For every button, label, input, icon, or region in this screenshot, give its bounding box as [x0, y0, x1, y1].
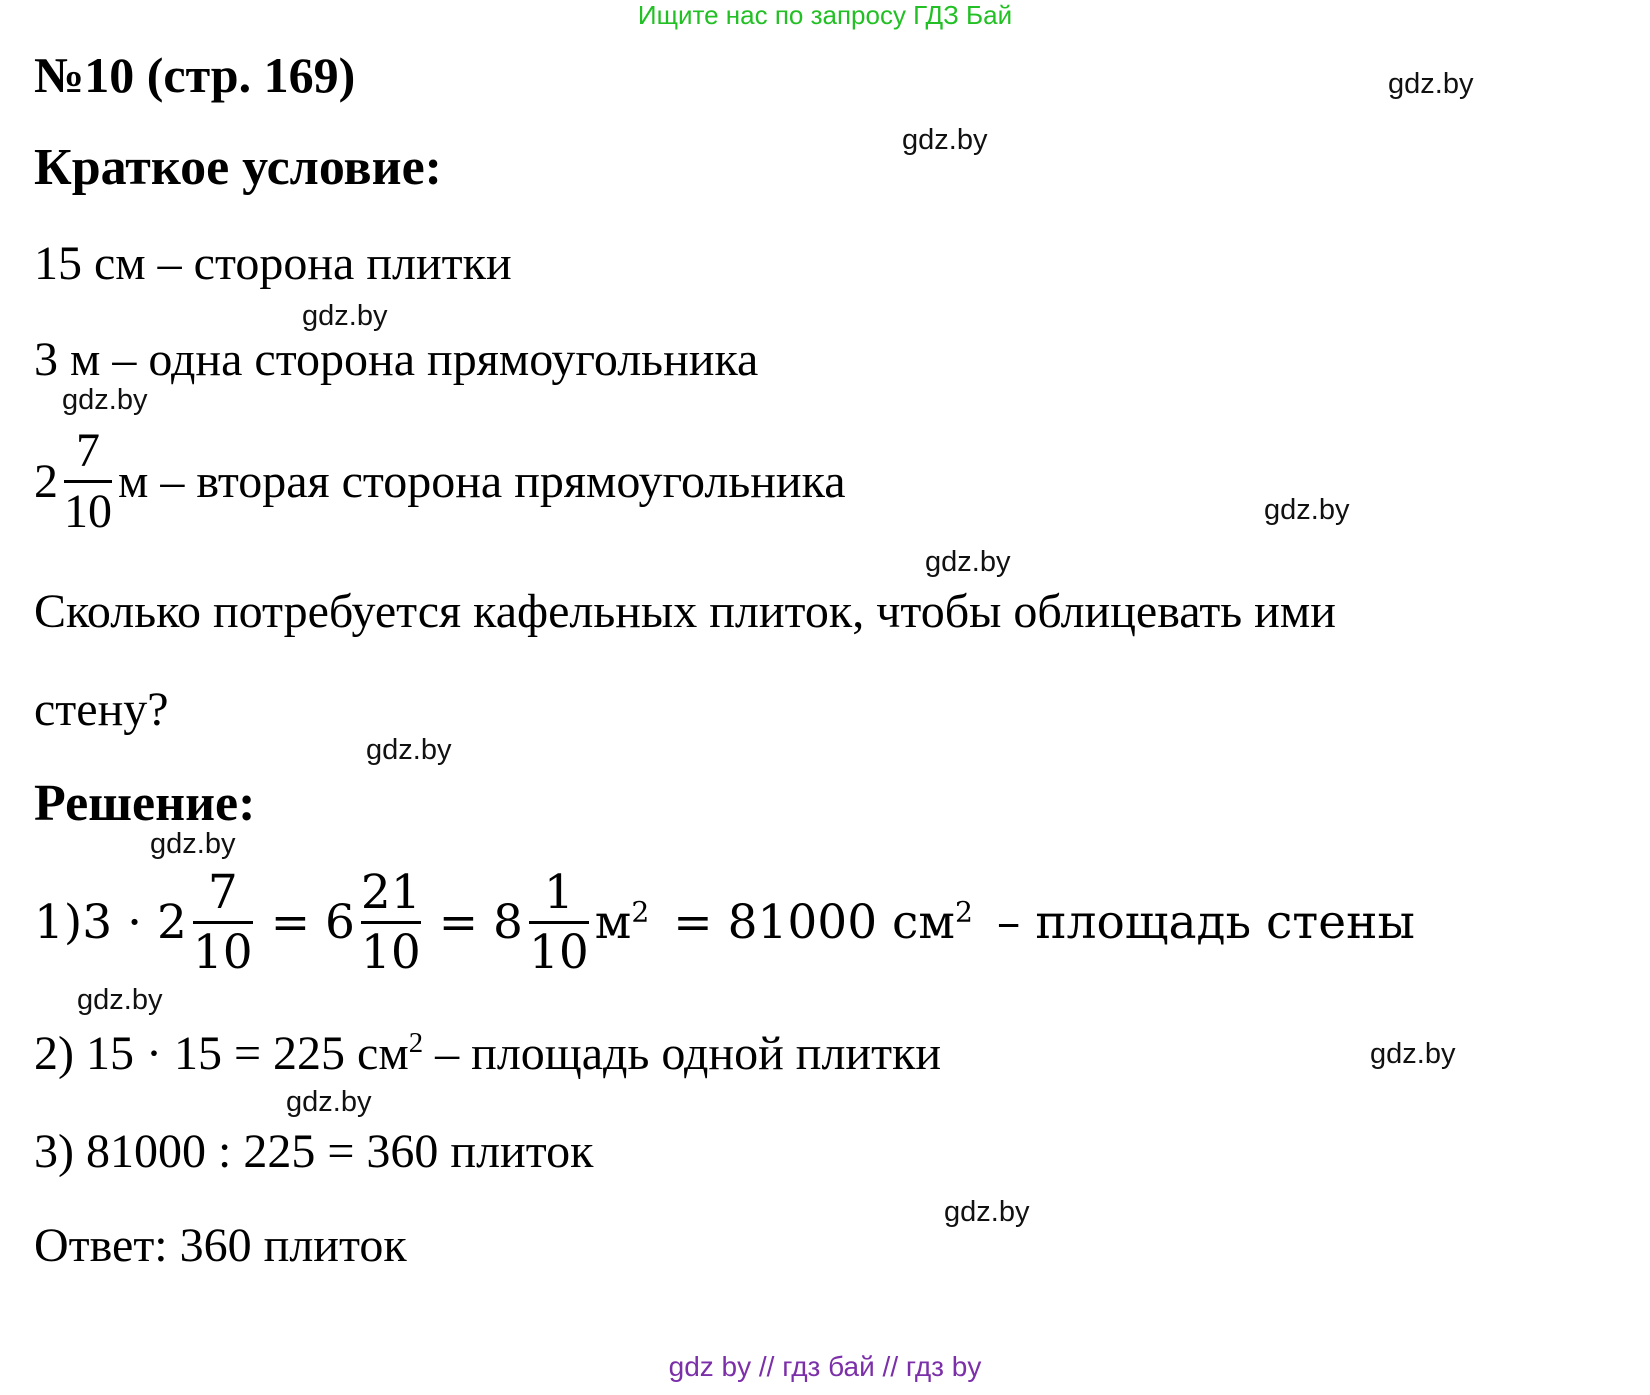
exponent: 2 — [408, 1027, 424, 1059]
watermark: gdz.by — [944, 1196, 1030, 1228]
mixed-whole: 2 — [34, 454, 58, 508]
solution-heading: Решение: — [34, 775, 256, 832]
fraction — [528, 865, 589, 981]
solution-step-2: 2) 15 · 15 = 225 $см^2$ – площадь одной плитки — [34, 1027, 942, 1080]
condition-line-3-text: м – вторая сторона прямоугольника — [118, 454, 846, 508]
watermark: gdz.by — [1264, 494, 1350, 526]
fraction-numerator: 21 — [360, 865, 421, 920]
watermark: gdz.by — [286, 1086, 372, 1118]
fraction — [192, 865, 253, 981]
watermark: gdz.by — [1370, 1038, 1456, 1070]
watermark: gdz.by — [902, 124, 988, 156]
exercise-title: №10 (стр. 169) — [34, 47, 356, 103]
step1-prefix: 1)3 · 2 — [34, 895, 187, 951]
answer: Ответ: 360 плиток — [34, 1219, 407, 1272]
fraction-denominator: 10 — [192, 925, 253, 981]
step1-unit: $м^2$ — [594, 895, 650, 951]
fraction-denominator: 10 — [528, 925, 589, 981]
fraction-denominator: 10 — [64, 485, 112, 539]
fraction-numerator: 1 — [543, 865, 574, 920]
watermark: gdz.by — [62, 384, 148, 416]
question-line-1: Сколько потребуется кафельных плиток, чтобы облицевать ими — [34, 585, 1336, 638]
step1-tail: – площадь стены — [996, 895, 1415, 951]
condition-line-1: 15 см – сторона плитки — [34, 237, 512, 290]
watermark: gdz.by — [366, 734, 452, 766]
fraction-bar — [361, 921, 421, 924]
watermark: gdz.by — [150, 828, 236, 860]
fraction — [64, 426, 112, 538]
exponent: 2 — [631, 895, 650, 929]
watermark: gdz.by — [925, 546, 1011, 578]
condition-line-3 — [34, 426, 846, 538]
fraction-denominator: 10 — [360, 925, 421, 981]
fraction-numerator: 7 — [207, 865, 238, 920]
fraction-bar — [64, 480, 112, 483]
fraction-bar — [193, 921, 253, 924]
watermark: gdz.by — [1388, 68, 1474, 100]
fraction-numerator: 7 — [76, 424, 100, 477]
watermark: gdz.by — [302, 300, 388, 332]
search-banner: Ищите нас по запросу ГДЗ Бай — [637, 0, 1013, 30]
condition-line-2: 3 м – одна сторона прямоугольника — [34, 333, 759, 386]
fraction — [360, 865, 421, 981]
watermark: gdz.by — [77, 984, 163, 1016]
step1-eq2: = 8 — [438, 895, 523, 951]
footer-watermark: gdz by // гдз бай // гдз by — [668, 1351, 982, 1382]
condition-heading: Краткое условие: — [34, 139, 442, 196]
solution-step-3: 3) 81000 : 225 = 360 плиток — [34, 1125, 594, 1178]
exponent: 2 — [954, 895, 973, 929]
solution-step-1 — [34, 865, 1415, 981]
question-line-2: стену? — [34, 683, 169, 736]
step1-eq1: = 6 — [270, 895, 355, 951]
step1-eq3: = 81000 $см^2$ — [673, 895, 973, 951]
fraction-bar — [529, 921, 589, 924]
